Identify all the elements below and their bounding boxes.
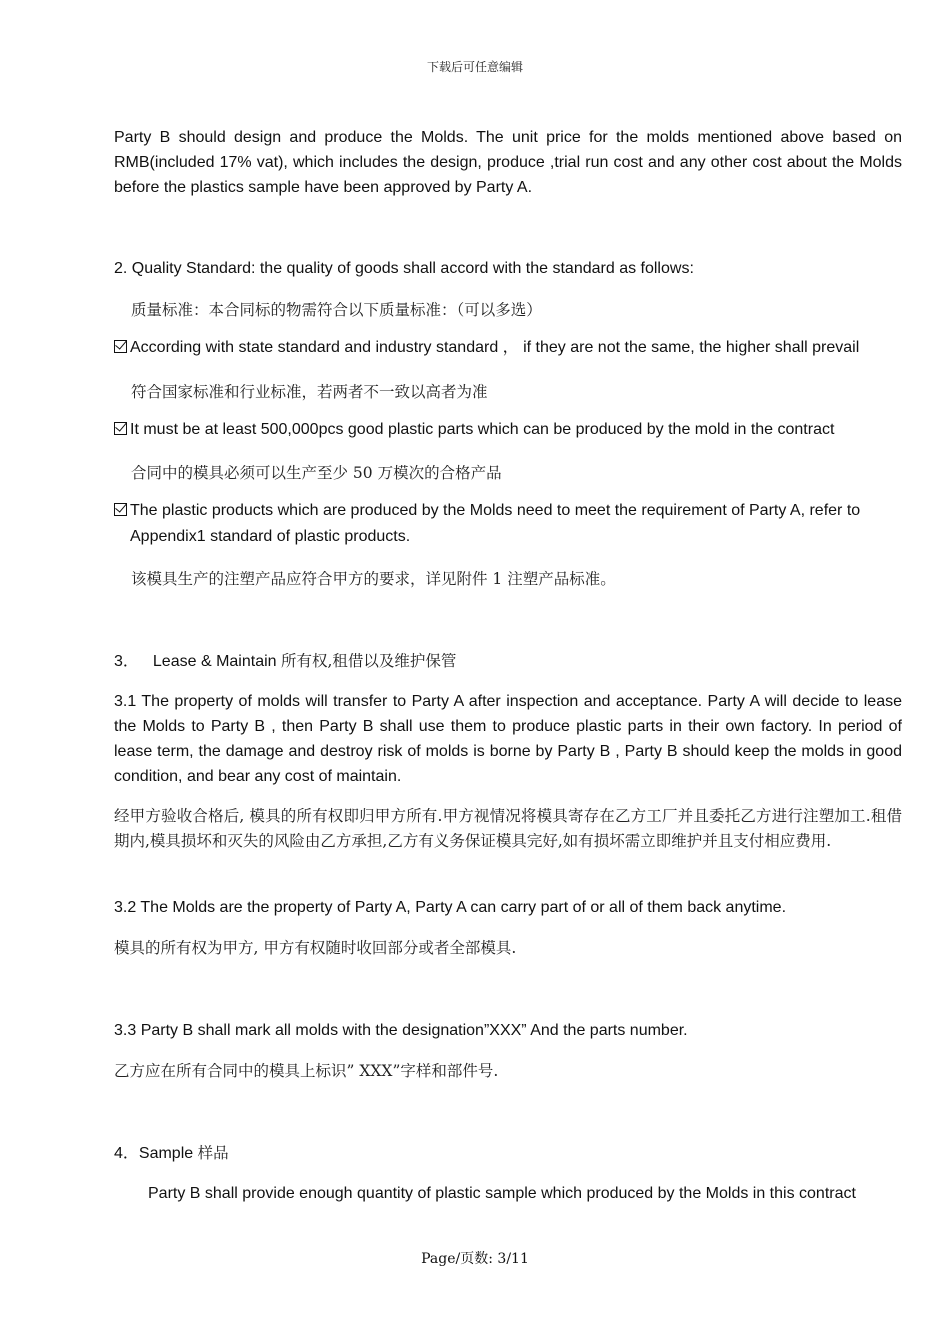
section-3-heading	[114, 649, 902, 674]
quality-option-1-text: According with state standard and industry standard ， if they are not the same, the higher shall prevail	[130, 339, 860, 356]
intro-paragraph: Party B should design and produce the Molds. The unit price for the molds mentioned above based on RMB(included 17% vat), which includes the design, produce ,trial run cost and any other cost about the Molds before the plastics sample have been approved by Party A.	[114, 129, 902, 196]
clause-3-3: 3.3 Party B shall mark all molds with the designation”XXX” And the parts number.	[114, 1022, 688, 1039]
quality-option-3-zh: 该模具生产的注塑产品应符合甲方的要求，详见附件 1 注塑产品标准。	[131, 570, 616, 588]
section-3-title: Lease & Maintain	[152, 653, 277, 670]
page-footer: Page/页数: 3/11	[421, 1251, 529, 1267]
section-4-title-zh: 样品	[197, 1144, 229, 1162]
section-4-heading	[114, 1141, 902, 1166]
checkbox-checked-icon[interactable]	[114, 422, 127, 435]
section-3-number: 3．	[114, 653, 139, 670]
section-2-heading: 2. Quality Standard: the quality of goods shall accord with the standard as follows:	[114, 260, 694, 277]
clause-3-2: 3.2 The Molds are the property of Party A, Party A can carry part of or all of them back anytime.	[114, 899, 787, 916]
quality-option-2-zh: 合同中的模具必须可以生产至少 50 万模次的合格产品	[131, 464, 502, 482]
quality-option-2[interactable]	[114, 417, 902, 443]
page-header: 下载后可任意编辑	[426, 60, 523, 74]
quality-option-3-text: The plastic products which are produced by the Molds need to meet the requirement of Party A, refer to	[130, 502, 861, 519]
clause-3-1-zh: 经甲方验收合格后, 模具的所有权即归甲方所有.甲方视情况将模具寄存在乙方工厂并且委托乙方进行注塑加工.租借期内,模具损坏和灭失的风险由乙方承担,乙方有义务保证模具完好,如有损坏需立即维护并且支付相应费用.	[114, 807, 902, 850]
quality-option-1[interactable]	[114, 335, 902, 361]
quality-option-2-text: It must be at least 500,000pcs good plastic parts which can be produced by the mold in the contract	[130, 421, 835, 438]
section-4-title: Sample	[138, 1145, 194, 1162]
clause-3-3-zh: 乙方应在所有合同中的模具上标识” XXX”字样和部件号.	[114, 1062, 499, 1080]
quality-option-3-text-cont: Appendix1 standard of plastic products.	[130, 528, 411, 545]
quality-option-1-zh: 符合国家标准和行业标准，若两者不一致以高者为准	[131, 383, 488, 401]
checkbox-checked-icon[interactable]	[114, 503, 127, 516]
section-4-number: 4．	[114, 1145, 139, 1162]
clause-3-1: 3.1 The property of molds will transfer to Party A after inspection and acceptance. Party A will decide to lease the Molds to Party B , then Party B shall use them to produce plastic parts in their own factory. In period of lease term, the damage and destroy risk of molds is borne by Party B , Party B should keep the molds in good condition, and bear any cost of maintain.	[114, 693, 902, 785]
checkbox-checked-icon[interactable]	[114, 340, 127, 353]
section-4-text: Party B shall provide enough quantity of plastic sample which produced by the Molds in this contract	[148, 1185, 856, 1202]
section-2-heading-zh: 质量标准：本合同标的物需符合以下质量标准：（可以多选）	[131, 301, 542, 319]
section-3-title-zh: 所有权,租借以及维护保管	[281, 652, 457, 670]
quality-option-3[interactable]	[114, 498, 902, 550]
clause-3-2-zh: 模具的所有权为甲方, 甲方有权随时收回部分或者全部模具.	[114, 939, 517, 957]
